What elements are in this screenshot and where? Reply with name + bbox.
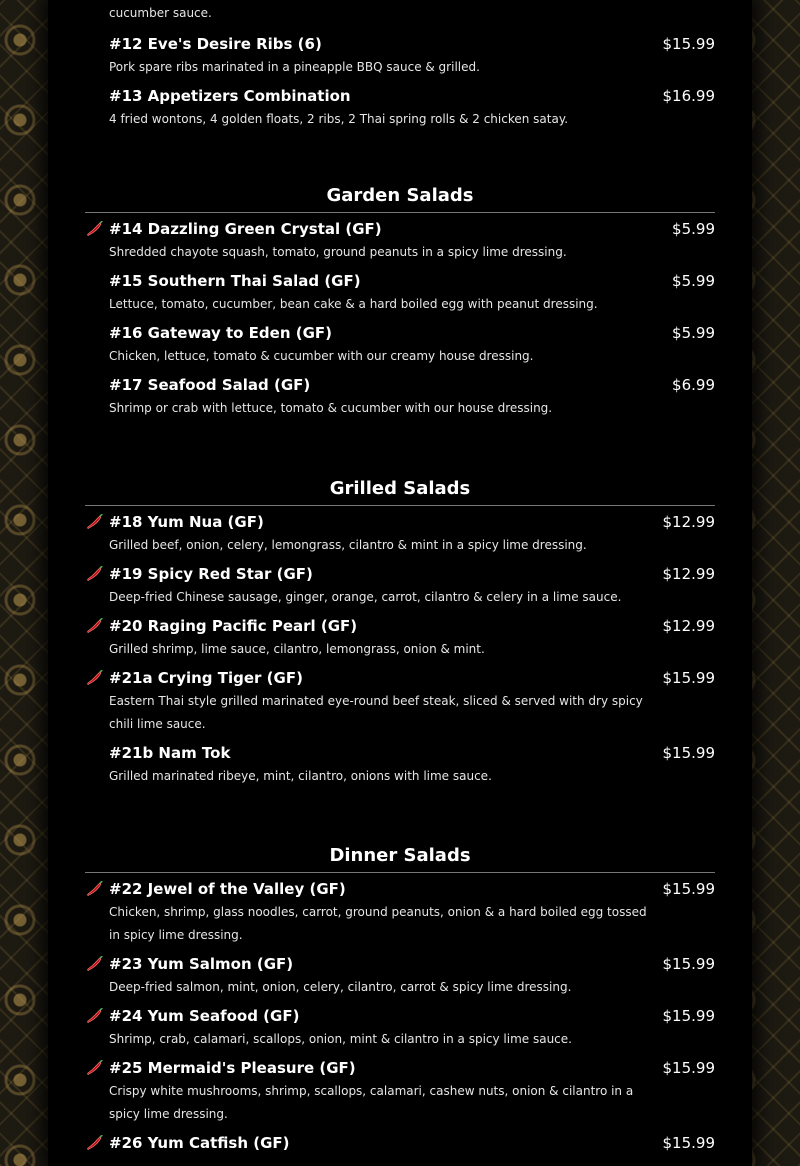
item-description: 4 fried wontons, 4 golden floats, 2 ribs, 2 Thai spring rolls & 2 chicken satay. xyxy=(109,112,569,126)
chili-pepper-icon xyxy=(85,1060,103,1076)
menu-item xyxy=(85,321,715,368)
menu-item xyxy=(85,1131,715,1155)
item-name: #26 Yum Catfish (GF) xyxy=(109,1134,290,1152)
section-title: Grilled Salads xyxy=(329,478,471,499)
item-price: $15.99 xyxy=(662,955,715,973)
appetizers-continued xyxy=(85,32,715,131)
item-description: Deep-fried salmon, mint, onion, celery, cilantro, carrot & spicy lime dressing. xyxy=(109,980,572,994)
item-name: #18 Yum Nua (GF) xyxy=(109,513,264,531)
item-description: Shredded chayote squash, tomato, ground peanuts in a spicy lime dressing. xyxy=(109,245,567,259)
item-price: $15.99 xyxy=(662,1134,715,1152)
item-name: #22 Jewel of the Valley (GF) xyxy=(109,880,346,898)
item-description: Deep-fried Chinese sausage, ginger, orange, carrot, cilantro & celery in a lime sauce. xyxy=(109,590,622,604)
menu-item xyxy=(85,217,715,264)
item-description: cucumber sauce. xyxy=(109,6,212,20)
menu-item xyxy=(85,562,715,609)
item-price: $5.99 xyxy=(672,272,715,290)
item-price: $12.99 xyxy=(662,617,715,635)
item-description: Grilled shrimp, lime sauce, cilantro, lemongrass, onion & mint. xyxy=(109,642,485,656)
item-name: #14 Dazzling Green Crystal (GF) xyxy=(109,220,382,238)
item-price: $15.99 xyxy=(662,744,715,762)
menu-item xyxy=(85,32,715,79)
item-description: Grilled marinated ribeye, mint, cilantro, onions with lime sauce. xyxy=(109,769,492,783)
item-description: Shrimp, crab, calamari, scallops, onion, mint & cilantro in a spicy lime sauce. xyxy=(109,1032,572,1046)
item-price: $5.99 xyxy=(672,220,715,238)
item-name: #16 Gateway to Eden (GF) xyxy=(109,324,332,342)
item-name: #21a Crying Tiger (GF) xyxy=(109,669,303,687)
section-divider xyxy=(85,872,715,873)
item-name: #25 Mermaid's Pleasure (GF) xyxy=(109,1059,356,1077)
section-grilled-salads xyxy=(85,473,715,788)
chili-pepper-icon xyxy=(85,618,103,634)
item-name: #13 Appetizers Combination xyxy=(109,87,351,105)
chili-pepper-icon xyxy=(85,1008,103,1024)
menu-item xyxy=(85,877,715,947)
item-description: Chicken, shrimp, glass noodles, carrot, ground peanuts, onion & a hard boiled egg tossed in spicy lime dressing. xyxy=(109,905,647,942)
item-price: $12.99 xyxy=(662,565,715,583)
item-price: $15.99 xyxy=(662,880,715,898)
menu-item xyxy=(85,84,715,131)
item-description: Lettuce, tomato, cucumber, bean cake & a hard boiled egg with peanut dressing. xyxy=(109,297,598,311)
section-divider xyxy=(85,505,715,506)
chili-pepper-icon xyxy=(85,1135,103,1151)
item-name: #12 Eve's Desire Ribs (6) xyxy=(109,35,322,53)
item-price: $12.99 xyxy=(662,513,715,531)
section-garden-salads xyxy=(85,180,715,420)
item-name: #21b Nam Tok xyxy=(109,744,231,762)
section-title: Garden Salads xyxy=(326,185,474,206)
item-description: Eastern Thai style grilled marinated eye-round beef steak, sliced & served with dry spicy chili lime sauce. xyxy=(109,694,643,731)
item-description: Grilled beef, onion, celery, lemongrass, cilantro & mint in a spicy lime dressing. xyxy=(109,538,587,552)
chili-pepper-icon xyxy=(85,881,103,897)
item-price: $15.99 xyxy=(662,1007,715,1025)
item-description: Crispy white mushrooms, shrimp, scallops, calamari, cashew nuts, onion & cilantro in a spicy lime dressing. xyxy=(109,1084,634,1121)
chili-pepper-icon xyxy=(85,566,103,582)
item-price: $5.99 xyxy=(672,324,715,342)
item-name: #24 Yum Seafood (GF) xyxy=(109,1007,300,1025)
chili-pepper-icon xyxy=(85,221,103,237)
item-description: Shrimp or crab with lettuce, tomato & cucumber with our house dressing. xyxy=(109,401,553,415)
menu-item xyxy=(85,269,715,316)
item-price: $16.99 xyxy=(662,87,715,105)
item-name: #20 Raging Pacific Pearl (GF) xyxy=(109,617,358,635)
chili-pepper-icon xyxy=(85,956,103,972)
menu-item xyxy=(85,373,715,420)
section-title: Dinner Salads xyxy=(329,845,471,866)
chili-pepper-icon xyxy=(85,670,103,686)
menu-item xyxy=(85,510,715,557)
chili-pepper-icon xyxy=(85,514,103,530)
item-name: #15 Southern Thai Salad (GF) xyxy=(109,272,361,290)
menu-item xyxy=(85,614,715,661)
section-divider xyxy=(85,212,715,213)
menu-item xyxy=(85,666,715,736)
item-price: $15.99 xyxy=(662,1059,715,1077)
item-price: $15.99 xyxy=(662,35,715,53)
menu-item xyxy=(85,952,715,999)
item-description: Pork spare ribs marinated in a pineapple BBQ sauce & grilled. xyxy=(109,60,480,74)
item-name: #17 Seafood Salad (GF) xyxy=(109,376,311,394)
item-price: $6.99 xyxy=(672,376,715,394)
section-dinner-salads xyxy=(85,840,715,1155)
menu-item xyxy=(85,1004,715,1051)
item-name: #23 Yum Salmon (GF) xyxy=(109,955,294,973)
menu-item xyxy=(85,741,715,788)
menu-item xyxy=(85,1056,715,1126)
item-description: Chicken, lettuce, tomato & cucumber with our creamy house dressing. xyxy=(109,349,534,363)
item-price: $15.99 xyxy=(662,669,715,687)
item-name: #19 Spicy Red Star (GF) xyxy=(109,565,313,583)
